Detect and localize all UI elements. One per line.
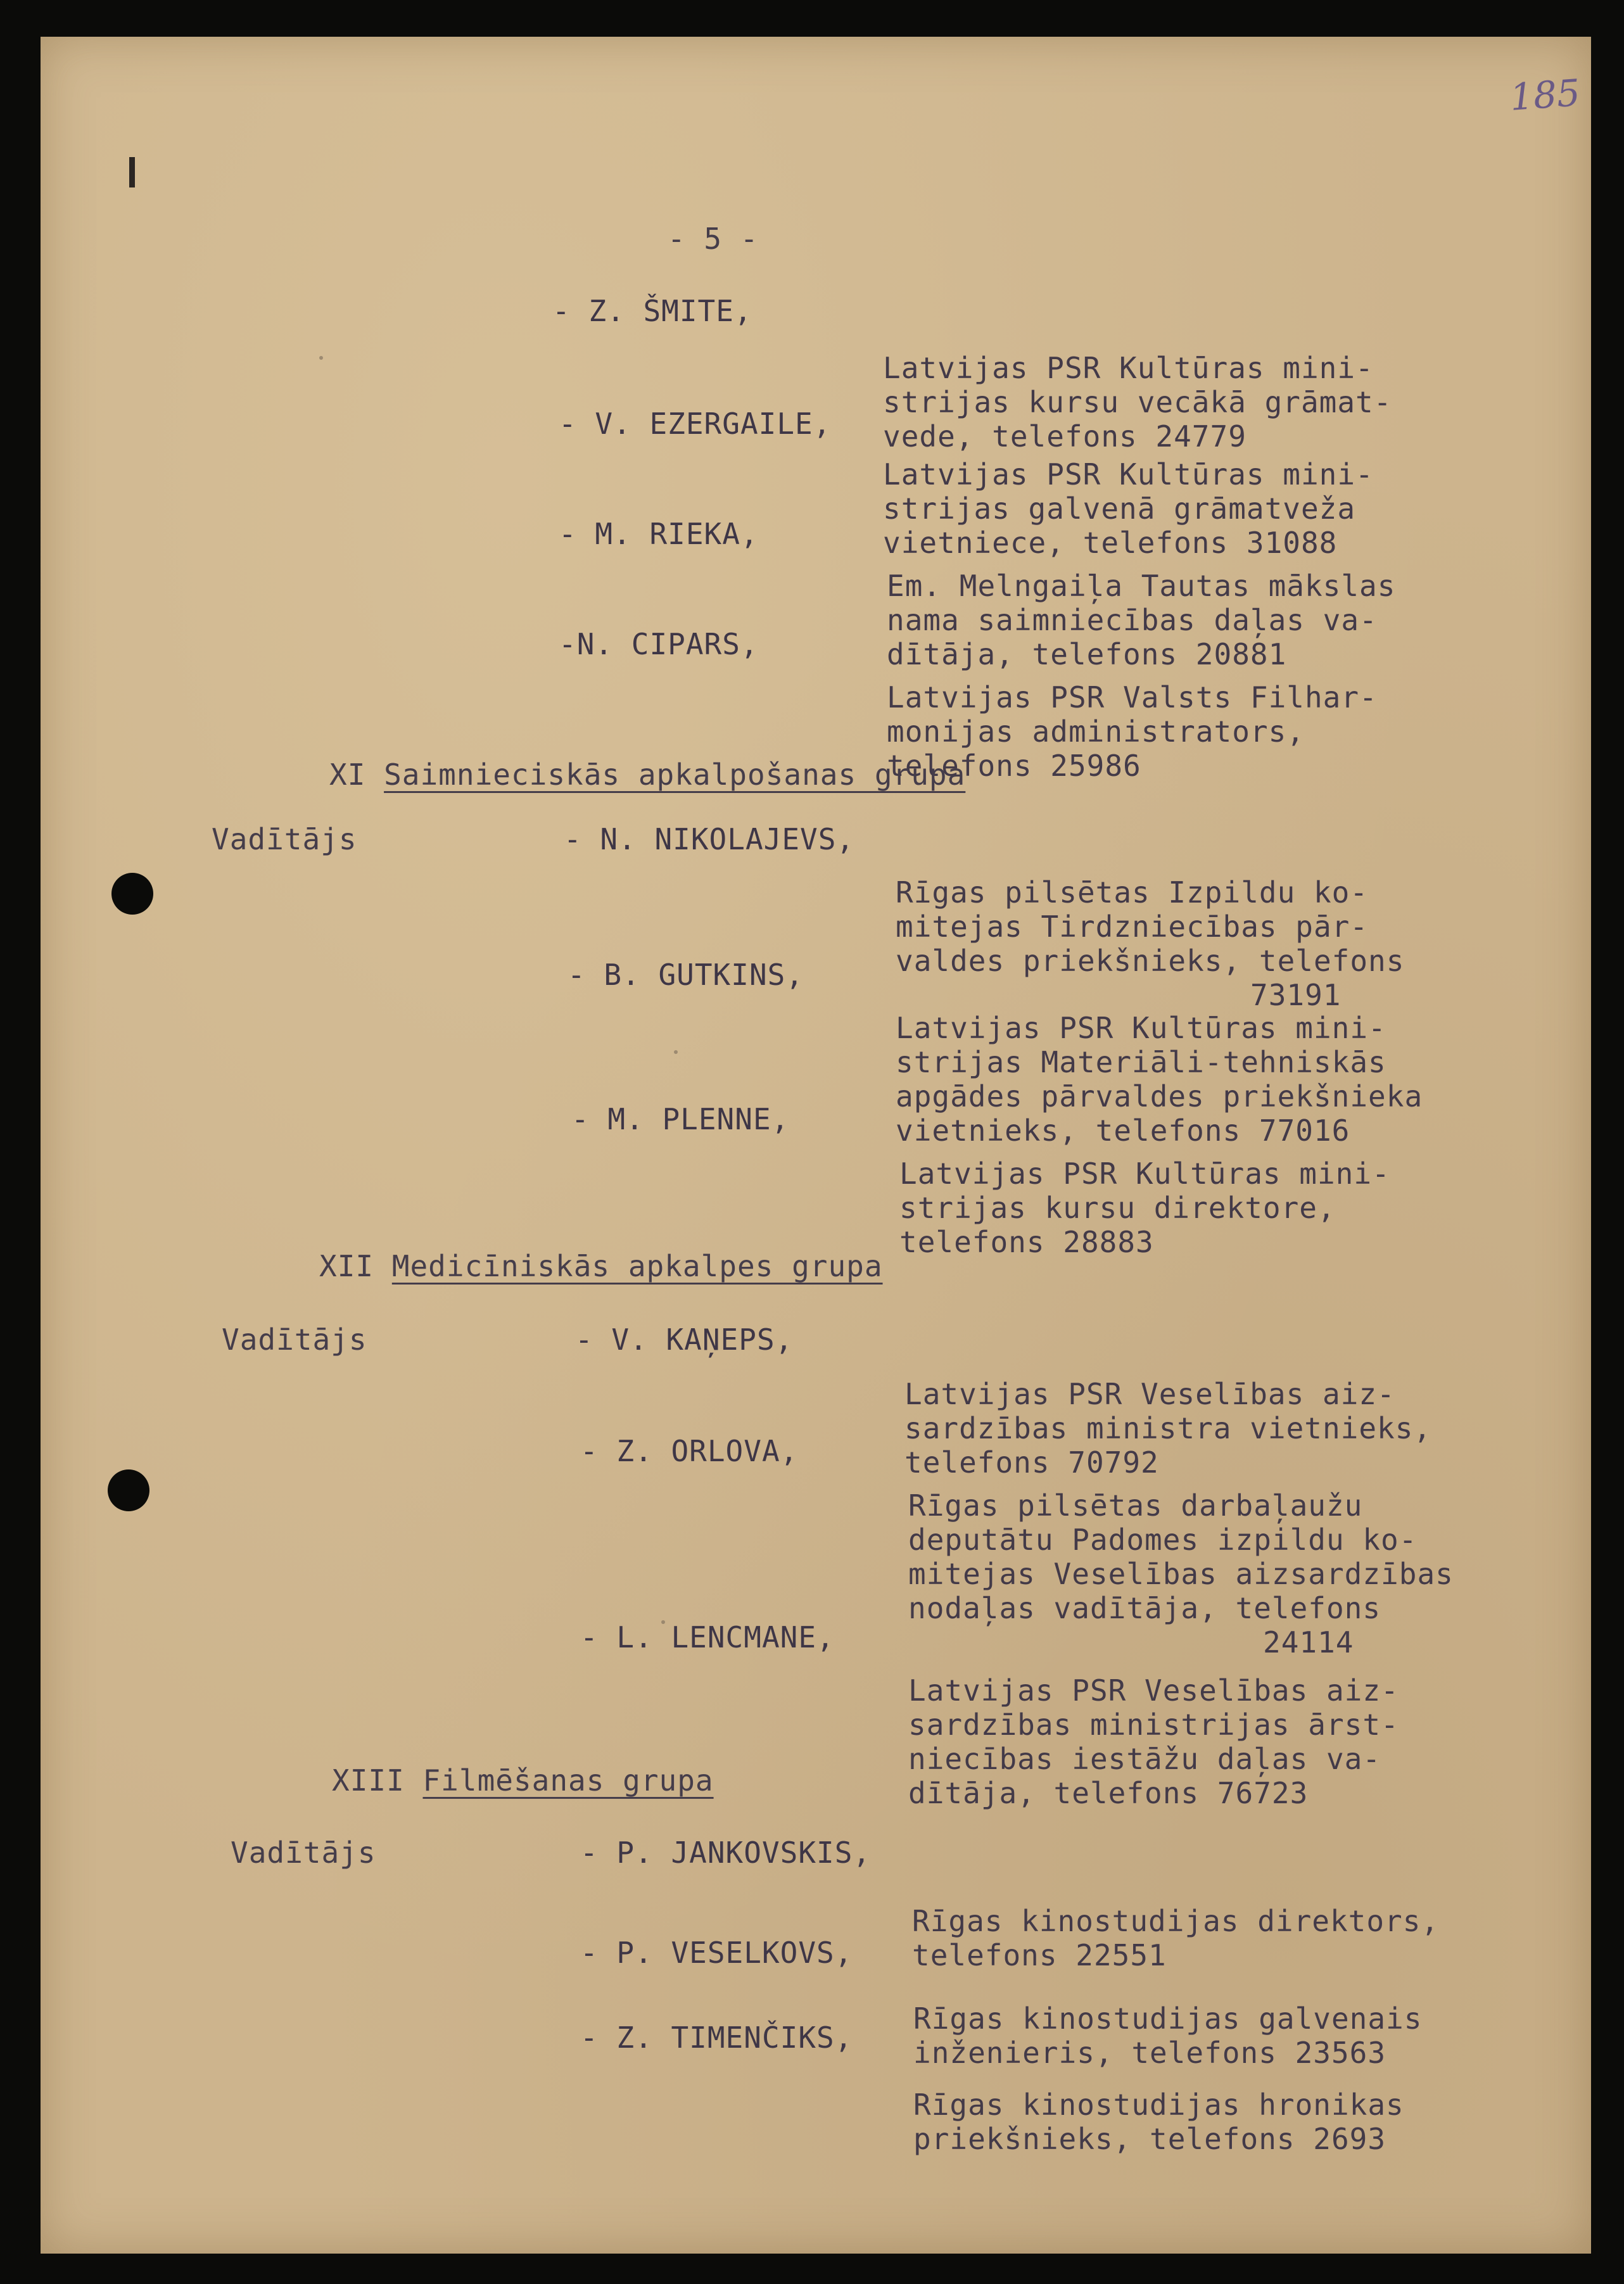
member-description: Rīgas kinostudijas direktors, telefons 22551 xyxy=(912,1904,1440,1972)
leader-label: Vadītājs xyxy=(231,1836,376,1870)
member-name: - P. VESELKOVS, xyxy=(580,1936,853,1970)
paper-speck xyxy=(319,356,323,360)
member-name: - M. PLENNE, xyxy=(571,1102,790,1136)
member-name: -N. CIPARS, xyxy=(559,627,759,661)
section-heading-xi: XI Saimnieciskās apkalpošanas grupa xyxy=(329,758,966,792)
page-number: - 5 - xyxy=(668,222,759,256)
member-name: - N. NIKOLAJEVS, xyxy=(564,822,855,856)
leader-label: Vadītājs xyxy=(212,822,357,856)
document-page xyxy=(41,37,1591,2254)
member-description: Latvijas PSR Kultūras mini- strijas galvenā grāmatveža vietniece, telefons 31088 xyxy=(883,457,1374,560)
member-description: Latvijas PSR Veselības aiz- sardzības ministra vietnieks, telefons 70792 xyxy=(904,1377,1432,1480)
punch-hole-top xyxy=(111,873,153,915)
member-description: Em. Melngaiļa Tautas mākslas nama saimniecības daļas va- dītāja, telefons 20881 xyxy=(887,569,1396,671)
member-name: - Z. ORLOVA, xyxy=(580,1434,799,1468)
member-description: Rīgas pilsētas darbaļaužu deputātu Padomes izpildu ko- mitejas Veselības aizsardzības nodaļas vadītāja, telefons 24114 xyxy=(908,1488,1454,1659)
member-name: - Z. ŠMITE, xyxy=(552,294,752,328)
paper-speck xyxy=(674,1050,678,1054)
member-name: - V. EZERGAILE, xyxy=(559,407,832,441)
member-name: - V. KAŅEPS, xyxy=(575,1323,794,1357)
member-name: - L. LENCMANE, xyxy=(580,1620,835,1654)
member-name: - B. GUTKINS, xyxy=(568,958,804,992)
member-description: Latvijas PSR Veselības aiz- sardzības ministrijas ārst- niecības iestāžu daļas va- dītāja, telefons 76723 xyxy=(908,1673,1399,1810)
section-heading-xiii: XIII Filmēšanas grupa xyxy=(332,1763,714,1798)
member-description: Latvijas PSR Valsts Filhar- monijas administrators, telefons 25986 xyxy=(887,680,1378,783)
member-description: Rīgas kinostudijas galvenais inženieris, telefons 23563 xyxy=(913,2002,1423,2070)
member-name: - M. RIEKA, xyxy=(559,517,759,551)
punch-hole-bottom xyxy=(108,1469,149,1511)
member-description: Rīgas pilsētas Izpildu ko- mitejas Tirdzniecības pār- valdes priekšnieks, telefons 73191 xyxy=(896,875,1405,1012)
member-description: Latvijas PSR Kultūras mini- strijas Materiāli-tehniskās apgādes pārvaldes priekšnieka vietnieks, telefons 77016 xyxy=(896,1011,1423,1148)
member-description: Latvijas PSR Kultūras mini- strijas kursu direktore, telefons 28883 xyxy=(899,1157,1390,1259)
margin-mark xyxy=(129,157,135,187)
member-description: Rīgas kinostudijas hronikas priekšnieks, telefons 2693 xyxy=(913,2088,1404,2156)
member-name: - Z. TIMENČIKS, xyxy=(580,2021,853,2055)
member-description: Latvijas PSR Kultūras mini- strijas kursu vecākā grāmat- vede, telefons 24779 xyxy=(883,351,1392,454)
leader-label: Vadītājs xyxy=(222,1323,367,1357)
archive-folio-number: 185 xyxy=(1508,71,1582,119)
section-heading-xii: XII Medicīniskās apkalpes grupa xyxy=(319,1249,883,1283)
member-name: - P. JANKOVSKIS, xyxy=(580,1836,872,1870)
